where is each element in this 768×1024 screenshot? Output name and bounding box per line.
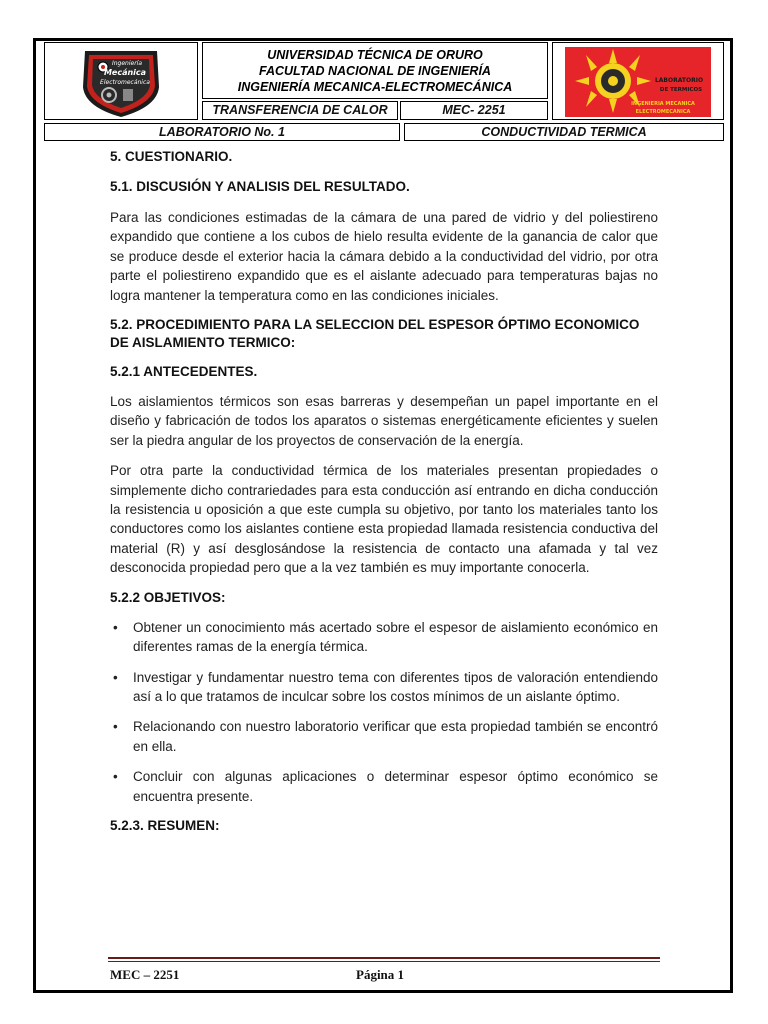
footer-rule-thin bbox=[108, 961, 660, 962]
lab-logo-text-line2: DE TERMICOS bbox=[659, 87, 703, 93]
logo-text-line2: Mecánica bbox=[103, 68, 147, 77]
lab-logo-text-line4: ELECTROMECANICA bbox=[635, 109, 691, 115]
list-item-text: Investigar y fundamentar nuestro tema con diferentes tipos de valoración entendiendo así a lo que tratamos de inculcar sobre los costos mínimos de un aislante óptimo. bbox=[133, 669, 658, 704]
section-heading-procedure: 5.2. PROCEDIMIENTO PARA LA SELECCION DEL ESPESOR ÓPTIMO ECONOMICO DE AISLAMIENTO TERMICO: bbox=[110, 317, 640, 351]
lab-topic-cell: CONDUCTIVIDAD TERMICA bbox=[404, 123, 724, 141]
list-item bbox=[110, 767, 658, 806]
subject-cell: TRANSFERENCIA DE CALOR bbox=[202, 101, 398, 120]
lab-logo-text-line3: INGENIERIA MECANICA bbox=[631, 101, 695, 107]
bullet-symbol: • bbox=[113, 669, 118, 685]
footer-page-number: Página 1 bbox=[356, 967, 405, 982]
left-logo-cell bbox=[44, 42, 198, 120]
section-heading-discussion: 5.1. DISCUSIÓN Y ANALISIS DEL RESULTADO. bbox=[110, 179, 410, 194]
course-code-cell: MEC- 2251 bbox=[400, 101, 548, 120]
university-name: UNIVERSIDAD TÉCNICA DE ORURO bbox=[267, 48, 483, 62]
section-heading-objectives: 5.2.2 OBJETIVOS: bbox=[110, 589, 226, 605]
section-heading-cuestionario: 5. CUESTIONARIO. bbox=[110, 149, 233, 164]
department-name: INGENIERÍA MECANICA-ELECTROMECÁNICA bbox=[237, 80, 513, 94]
lab-logo-text-line1: LABORATORIO bbox=[654, 77, 704, 84]
footer-course-code: MEC – 2251 bbox=[110, 967, 180, 982]
logo-text-line1: Ingeniería bbox=[111, 60, 143, 67]
bullet-symbol: • bbox=[113, 769, 118, 785]
bullet-symbol: • bbox=[113, 719, 118, 735]
lab-number-cell: LABORATORIO No. 1 bbox=[44, 123, 400, 141]
right-logo-cell bbox=[552, 42, 724, 120]
document-body bbox=[110, 146, 658, 835]
thermal-lab-logo bbox=[553, 43, 725, 121]
paragraph-antecedents-2: Por otra parte la conductividad térmica de los materiales presentan propiedades o simplemente dicho contrariedades para esta conducción así entrando en dicha conducción la resistencia u oposición a que este cumpla su objetivo, por tanto los materiales tanto los conductores como los aislantes contiene esta propiedad llamada resistencia conductiva del material (R) y así desglosándose la resistencia de contacto una afamada y tal vez desconocida propiedad pero que a la vez también es muy importante conocerla. bbox=[110, 463, 658, 576]
bullet-symbol: • bbox=[113, 619, 118, 635]
institution-title-cell bbox=[202, 42, 548, 99]
document-header bbox=[44, 42, 724, 143]
list-item bbox=[110, 618, 658, 657]
objectives-list bbox=[110, 618, 658, 806]
list-item-text: Obtener un conocimiento más acertado sobre el espesor de aislamiento económico en diferentes ramas de la energía térmica. bbox=[133, 619, 658, 655]
section-heading-antecedents: 5.2.1 ANTECEDENTES. bbox=[110, 364, 258, 380]
list-item bbox=[110, 717, 658, 756]
faculty-name: FACULTAD NACIONAL DE INGENIERÍA bbox=[259, 64, 491, 78]
mechanical-engineering-logo bbox=[45, 43, 199, 121]
list-item bbox=[110, 668, 658, 707]
logo-text-line3: Electromecánica bbox=[100, 79, 150, 86]
paragraph-antecedents-1: Los aislamientos térmicos son esas barreras y desempeñan un papel importante en el diseño y fabricación de todos los aparatos o sistemas energéticamente eficientes y suelen ser la piedra angular de los proyectos de conservación de la energía. bbox=[110, 394, 658, 448]
list-item-text: Relacionando con nuestro laboratorio verificar que esta propiedad también se encontró en ella. bbox=[133, 719, 658, 754]
list-item-text: Concluir con algunas aplicaciones o determinar espesor óptimo económico se encuentra presente. bbox=[133, 769, 658, 804]
section-heading-summary: 5.2.3. RESUMEN: bbox=[110, 817, 220, 833]
paragraph-discussion: Para las condiciones estimadas de la cámara de una pared de vidrio y del poliestireno expandido que contiene a los cubos de hielo resulta evidente de la ganancia de calor que se produce desde el exterior hacia la cámara debido a la conductividad del vidrio, por otra parte el poliestireno expandido que es el aislante adecuado para temperaturas bajas no logra mantener la temperatura como en las condiciones iniciales. bbox=[110, 210, 658, 303]
footer-rule bbox=[108, 957, 660, 959]
